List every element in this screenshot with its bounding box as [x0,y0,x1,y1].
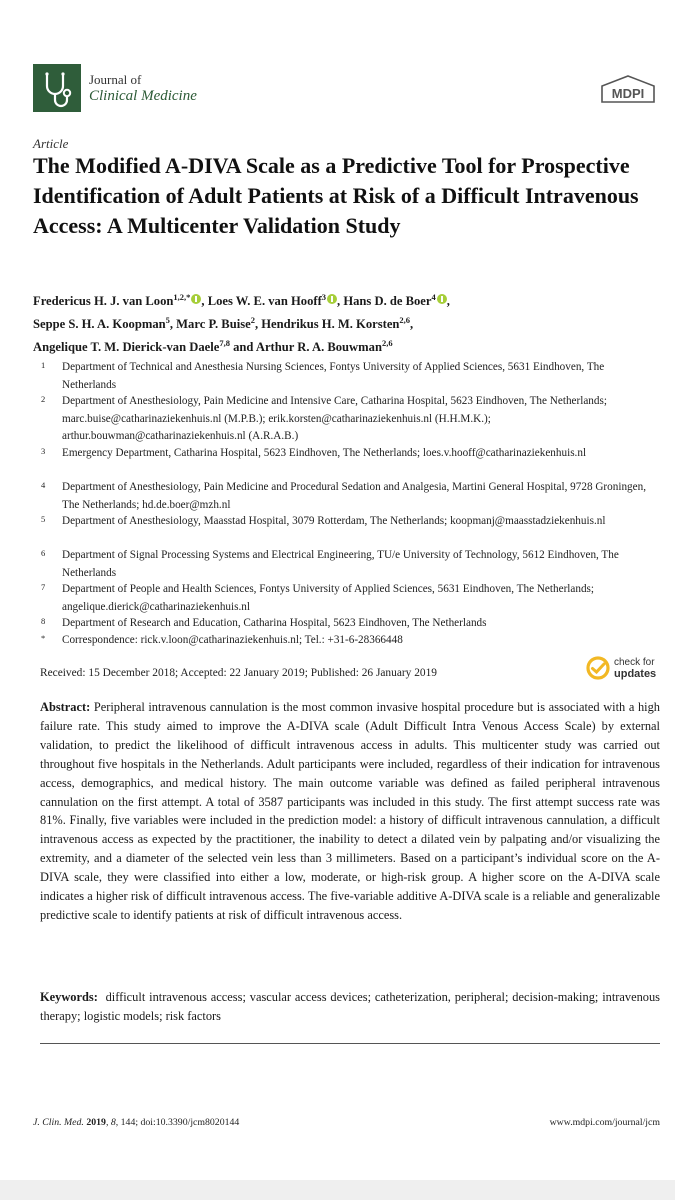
affiliation-text: Department of Technical and Anesthesia Nursing Sciences, Fontys University of Applied Sciences, 5631 Eindhoven, The Netherlands [62,361,605,391]
author-name: Loes W. E. van Hooff [207,294,322,309]
journal-name-line1: Journal of [89,72,142,87]
journal-abbreviation: J. Clin. Med. [33,1117,84,1128]
author-name: Marc P. Buise [176,317,251,332]
author-name: Hans D. de Boer [343,294,432,309]
author-affiliation-marker: 5 [165,315,170,326]
author-affiliation-marker: 1,2,* [173,292,191,302]
paper-title: The Modified A-DIVA Scale as a Predictive Tool for Prospective Identification of Adult Patients at Risk of a Difficult Intravenous Access: A Multicenter Validation Study [33,153,639,238]
affiliation-text: Department of Anesthesiology, Pain Medicine and Intensive Care, Catharina Hospital, 5623 Eindhoven, The Netherlands; marc.buise@catharinaziekenhuis.nl (M.P.B.); erik.korsten@catharinaziekenhuis.nl (H.H.M.K.); arthur.bouwman@catharinaziekenhuis.nl (A.R.A.B.) [62,395,607,442]
check-updates-line1: check for [614,657,655,668]
author-name: Arthur R. A. Bouwman [255,340,382,355]
check-updates-line2: updates [614,668,657,680]
affiliation-number: 1 [41,360,46,370]
affiliation-number: * [41,633,46,643]
affiliation-text: Department of Anesthesiology, Maasstad Hospital, 3079 Rotterdam, The Netherlands; koopmanj@maasstadziekenhuis.nl [62,515,606,527]
author-separator: , [446,294,450,309]
check-updates-icon [586,656,610,680]
article-type-label: Article [33,136,69,151]
mdpi-logo [596,74,660,106]
author-affiliation-marker: 7,8 [219,338,230,349]
affiliation-number: 5 [41,514,46,524]
orcid-icon[interactable] [191,294,201,304]
bottom-band [0,1180,675,1200]
affiliation-text: Department of People and Health Sciences, Fontys University of Applied Sciences, 5631 Eindhoven, The Netherlands; angelique.dierick@catharinaziekenhuis.nl [62,583,595,613]
affiliation-number: 4 [41,480,46,490]
affiliation-text: Department of Signal Processing Systems and Electrical Engineering, TU/e University of Technology, 5612 Eindhoven, The Netherlands [62,549,619,579]
journal-name-line2: Clinical Medicine [89,88,197,104]
author-name: Hendrikus H. M. Korsten [261,317,400,332]
keywords [40,988,660,1026]
keywords-text: difficult intravenous access; vascular access devices; catheterization, peripheral; decision-making; intravenous therapy; logistic models; risk factors [40,990,661,1023]
check-for-updates-badge[interactable] [586,656,666,682]
publication-dates: Received: 15 December 2018; Accepted: 22 January 2019; Published: 26 January 2019 [40,667,437,679]
author-separator: , [201,294,208,309]
affiliation-number: 2 [41,394,46,404]
abstract [40,698,660,925]
affiliation-text: Department of Anesthesiology, Pain Medicine and Procedural Sedation and Analgesia, Martini General Hospital, 9728 Groningen, The Netherlands; hd.de.boer@mzh.nl [62,481,646,511]
journal-url-link[interactable]: www.mdpi.com/journal/jcm [549,1117,660,1128]
affiliation-text: Emergency Department, Catharina Hospital, 5623 Eindhoven, The Netherlands; loes.v.hooff@catharinaziekenhuis.nl [62,447,587,459]
author-separator: , [254,317,262,332]
affiliation-number: 7 [41,582,46,592]
author-name: Angelique T. M. Dierick-van Daele [33,340,220,355]
citation-doi: , 144; doi:10.3390/jcm8020144 [115,1117,240,1128]
author-separator: and [229,340,256,355]
author-affiliation-marker: 2,6 [399,315,411,326]
author-affiliation-marker: 2 [250,315,255,326]
orcid-icon[interactable] [437,294,447,304]
affiliation-number: 3 [41,446,46,456]
author-affiliation-marker: 2,6 [381,338,393,349]
affiliation-number: 8 [41,616,46,626]
abstract-label: Abstract: [40,700,91,714]
author-name: Fredericus H. J. van Loon [33,294,174,309]
author-separator: , [337,294,344,309]
orcid-icon[interactable] [327,294,337,304]
author-affiliation-marker: 3 [321,292,327,302]
affiliation-text: Correspondence: rick.v.loon@catharinaziekenhuis.nl; Tel.: +31-6-28366448 [62,634,403,646]
affiliation-text: Department of Research and Education, Catharina Hospital, 5623 Eindhoven, The Netherlands [62,617,487,629]
citation-volume: 8 [110,1117,116,1128]
abstract-text: Peripheral intravenous cannulation is the most common invasive hospital procedure but is associated with a high failure rate. This study aimed to improve the A-DIVA scale (Adult Difficult Intra Venous Access Scale) by external validation, to predict the likelihood of difficult intravenous access in adults. This multicenter study was carried out throughout five hospitals in the Netherlands. Adult participants were included, regardless of their indication for intravenous access, demographics, and medical history. The main outcome variable was defined as failed peripheral intravenous cannulation on the first attempt. A total of 3587 participants was included in this study. The first attempt success rate was 81%. Finally, five variables were included in the prediction model: a history of difficult intravenous cannulation, a difficult intravenous access as expected by the practitioner, the inability to detect a dilated vein by palpating and/or visualizing the extremity, and a diameter of the selected vein less than 3 millimeters. Based on a participant’s individual score on the A-DIVA scale, they were classified into either a low, moderate, or high-risk group. A higher score on the A-DIVA scale indicates a higher risk of difficult intravenous access. The five-variable additive A-DIVA scale is a reliable and generalizable predictive scale to identify patients at risk of difficult intravenous access. [40,700,660,922]
author-list [33,288,643,358]
citation-footer: J. Clin. Med. 2019, 8, 144; doi:10.3390/jcm8020144 [33,1117,240,1128]
affiliation-number: 6 [41,548,46,558]
citation-year: 2019 [86,1117,106,1128]
stethoscope-icon [33,64,81,112]
author-separator: , [410,317,414,332]
author-name: Seppe S. H. A. Koopman [33,317,166,332]
keywords-label: Keywords: [40,990,98,1004]
svg-text:MDPI: MDPI [611,86,645,101]
author-affiliation-marker: 4 [431,292,436,302]
author-separator: , [169,317,177,332]
section-divider [40,1043,660,1044]
